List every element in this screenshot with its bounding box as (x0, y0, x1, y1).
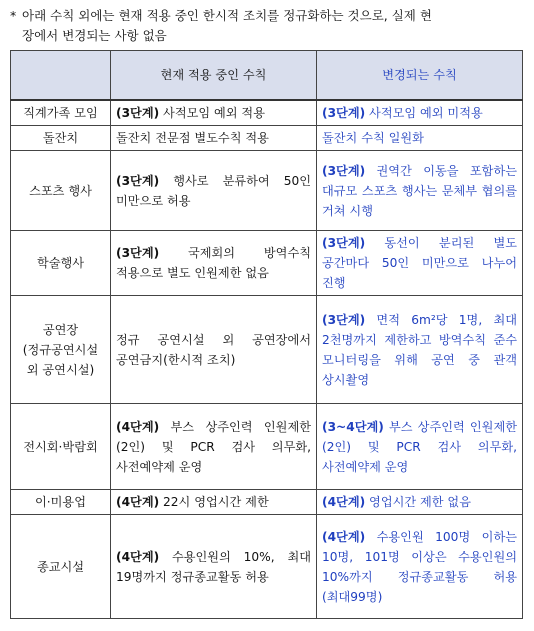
rule-text: 사적모임 예외 미적용 (365, 106, 483, 120)
note-text (10, 6, 526, 46)
row-current-rule (111, 404, 317, 490)
rule-text: 돌잔치 수칙 일원화 (322, 131, 424, 145)
row-category: 종교시설 (11, 515, 111, 619)
table-row (11, 100, 523, 126)
row-current-rule (111, 515, 317, 619)
row-changed-rule (317, 490, 523, 515)
row-category: 스포츠 행사 (11, 151, 111, 231)
header-current-rules: 현재 적용 중인 수칙 (111, 51, 317, 101)
row-category: 학술행사 (11, 231, 111, 296)
rule-text: 영업시간 제한 없음 (365, 495, 471, 509)
row-changed-rule (317, 100, 523, 126)
note-star: * (10, 8, 17, 23)
stage-label: (4단계) (322, 495, 366, 509)
row-current-rule (111, 126, 317, 151)
rule-text: 권역간 이동을 포함하는 대규모 스포츠 행사는 문체부 협의를 거쳐 시행 (322, 163, 517, 218)
stage-label: (3단계) (116, 246, 160, 260)
stage-label: (3단계) (116, 106, 160, 120)
rule-text: 수용인원의 10%, 최대 19명까지 정규종교활동 허용 (116, 549, 311, 584)
category-sub-2: 외 공연시설) (26, 362, 95, 377)
table-row (11, 231, 523, 296)
stage-label: (3단계) (322, 312, 366, 327)
note-line-1: 아래 수칙 외에는 현재 적용 중인 한시적 조치를 정규화하는 것으로, 실제 현 (22, 8, 432, 23)
stage-label: (4단계) (116, 419, 160, 434)
rule-text: 돌잔치 전문점 별도수칙 적용 (116, 131, 269, 145)
table-row (11, 404, 523, 490)
row-changed-rule (317, 296, 523, 404)
rule-text: 22시 영업시간 제한 (159, 495, 269, 509)
row-category (11, 296, 111, 404)
row-current-rule (111, 151, 317, 231)
category-sub-1: (정규공연시설 (22, 342, 99, 357)
row-current-rule (111, 490, 317, 515)
rule-text: 수용인원 100명 이하는 10명, 101명 이상은 수용인원의 10%까지 정규종교활동 허용(최대99명) (322, 529, 517, 604)
table-header-row (11, 51, 523, 101)
stage-label: (3단계) (322, 236, 366, 250)
rule-text: 동선이 분리된 별도 공간마다 50인 미만으로 나누어 진행 (322, 236, 517, 290)
row-category: 돌잔치 (11, 126, 111, 151)
table-row (11, 515, 523, 619)
row-changed-rule (317, 515, 523, 619)
rule-text: 사적모임 예외 적용 (159, 106, 265, 120)
table-row (11, 296, 523, 404)
row-category: 직계가족 모임 (11, 100, 111, 126)
rule-text: 부스 상주인력 인원제한(2인) 및 PCR 검사 의무화, 사전예약제 운영 (322, 419, 517, 474)
rule-text: 행사로 분류하여 50인 미만으로 허용 (116, 173, 311, 208)
note-line-2: 장에서 변경되는 사항 없음 (22, 28, 167, 43)
row-current-rule (111, 296, 317, 404)
row-category: 전시회·박람회 (11, 404, 111, 490)
rules-table (10, 50, 523, 619)
row-changed-rule (317, 151, 523, 231)
stage-label: (4단계) (116, 495, 160, 509)
row-category: 이·미용업 (11, 490, 111, 515)
row-current-rule (111, 231, 317, 296)
rule-text: 면적 6m²당 1명, 최대 2천명까지 제한하고 방역수칙 준수 모니터링을 위해 공연 중 관객 상시촬영 (322, 312, 517, 387)
table-row (11, 126, 523, 151)
header-changed-rules: 변경되는 수칙 (317, 51, 523, 101)
row-current-rule (111, 100, 317, 126)
rule-text: 부스 상주인력 인원제한(2인) 및 PCR 검사 의무화, 사전예약제 운영 (116, 419, 311, 474)
header-category (11, 51, 111, 101)
stage-label: (3~4단계) (322, 419, 384, 434)
row-changed-rule (317, 126, 523, 151)
table-row (11, 151, 523, 231)
rule-text: 국제회의 방역수칙 적용으로 별도 인원제한 없음 (116, 246, 311, 280)
stage-label: (3단계) (322, 106, 366, 120)
row-changed-rule (317, 404, 523, 490)
stage-label: (4단계) (322, 529, 366, 544)
stage-label: (4단계) (116, 549, 160, 564)
rule-text: 정규 공연시설 외 공연장에서 공연금지(한시적 조치) (116, 332, 311, 367)
row-changed-rule (317, 231, 523, 296)
stage-label: (3단계) (322, 163, 366, 178)
stage-label: (3단계) (116, 173, 160, 188)
category-main: 공연장 (42, 322, 79, 337)
table-row (11, 490, 523, 515)
